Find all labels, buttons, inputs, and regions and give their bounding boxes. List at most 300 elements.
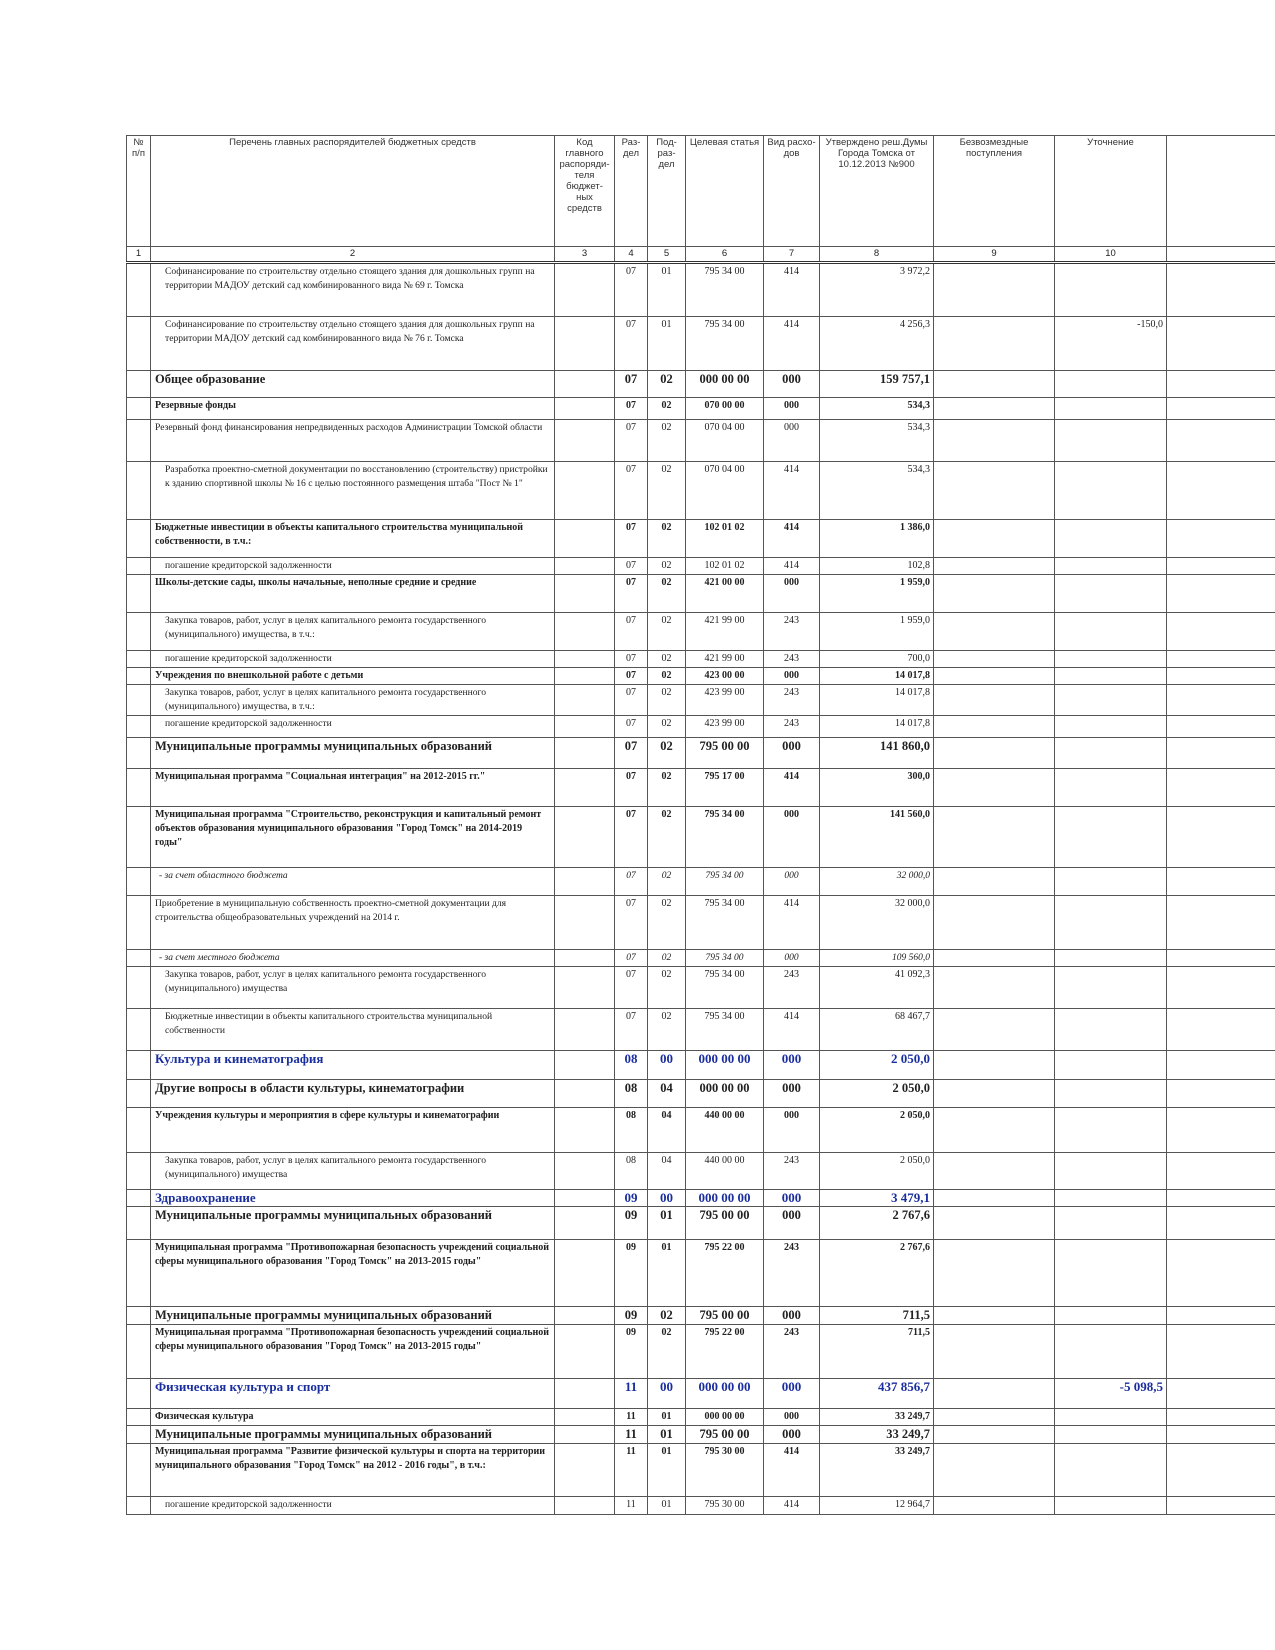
cell-vr: 000 [764, 1108, 820, 1153]
table-row [127, 685, 1275, 716]
cell-podrazdel: 02 [648, 1307, 686, 1325]
cell-clar [1055, 1497, 1167, 1515]
table-row [127, 1009, 1275, 1051]
table-row [127, 1307, 1275, 1325]
cell-code [555, 263, 615, 317]
cell-extra [1167, 868, 1275, 896]
cell-code [555, 738, 615, 769]
header-approved: Утверждено реш.Думы Города Томска от 10.12.2013 №900 [820, 136, 934, 247]
colnum: 1 [127, 247, 151, 263]
cell-name: Приобретение в муниципальную собственность проектно-сметной документации для строительства общеобразовательных учреждений на 2014 г. [151, 896, 555, 950]
cell-extra [1167, 1426, 1275, 1444]
cell-clar [1055, 1426, 1167, 1444]
cell-name: Муниципальная программа "Развитие физической культуры и спорта на территории муниципального образования "Город Томск" на 2012 - 2016 годы", в т.ч.: [151, 1444, 555, 1497]
cell-num [127, 1426, 151, 1444]
header-code: Код главного распоряди- теля бюджет- ных средств [555, 136, 615, 247]
colnum: 3 [555, 247, 615, 263]
cell-approved: 534,3 [820, 420, 934, 462]
cell-cs: 421 00 00 [686, 575, 764, 613]
cell-approved: 33 249,7 [820, 1409, 934, 1426]
cell-code [555, 520, 615, 558]
cell-razdel: 09 [615, 1307, 648, 1325]
cell-vr: 000 [764, 575, 820, 613]
cell-free [934, 807, 1055, 868]
cell-clar [1055, 651, 1167, 668]
cell-razdel: 09 [615, 1207, 648, 1240]
table-body [127, 263, 1275, 1515]
cell-code [555, 1426, 615, 1444]
cell-code [555, 967, 615, 1009]
budget-table [126, 135, 1275, 1515]
cell-extra [1167, 685, 1275, 716]
cell-code [555, 1009, 615, 1051]
cell-clar [1055, 896, 1167, 950]
cell-extra [1167, 398, 1275, 420]
table-row [127, 420, 1275, 462]
cell-podrazdel: 04 [648, 1153, 686, 1190]
cell-clar [1055, 868, 1167, 896]
cell-free [934, 1207, 1055, 1240]
cell-podrazdel: 02 [648, 807, 686, 868]
cell-free [934, 263, 1055, 317]
cell-podrazdel: 02 [648, 420, 686, 462]
cell-cs: 000 00 00 [686, 1051, 764, 1080]
cell-clar [1055, 668, 1167, 685]
cell-num [127, 1409, 151, 1426]
cell-vr: 000 [764, 950, 820, 967]
cell-podrazdel: 02 [648, 371, 686, 398]
cell-extra [1167, 651, 1275, 668]
table-row [127, 1409, 1275, 1426]
cell-code [555, 317, 615, 371]
cell-clar [1055, 398, 1167, 420]
cell-razdel: 09 [615, 1325, 648, 1379]
cell-cs: 795 00 00 [686, 1207, 764, 1240]
cell-code [555, 1240, 615, 1307]
cell-podrazdel: 00 [648, 1190, 686, 1207]
column-numbers-row [127, 247, 1275, 263]
cell-podrazdel: 02 [648, 398, 686, 420]
cell-name: погашение кредиторской задолженности [151, 716, 555, 738]
table-row [127, 263, 1275, 317]
cell-clar [1055, 1444, 1167, 1497]
cell-extra [1167, 1108, 1275, 1153]
cell-approved: 2 050,0 [820, 1080, 934, 1108]
cell-extra [1167, 613, 1275, 651]
colnum: 9 [934, 247, 1055, 263]
cell-clar [1055, 1153, 1167, 1190]
cell-razdel: 07 [615, 738, 648, 769]
cell-code [555, 371, 615, 398]
cell-num [127, 575, 151, 613]
cell-razdel: 11 [615, 1497, 648, 1515]
cell-cs: 070 00 00 [686, 398, 764, 420]
cell-cs: 795 34 00 [686, 807, 764, 868]
cell-code [555, 651, 615, 668]
cell-num [127, 1153, 151, 1190]
cell-vr: 000 [764, 371, 820, 398]
cell-vr: 000 [764, 807, 820, 868]
cell-razdel: 07 [615, 371, 648, 398]
table-row [127, 967, 1275, 1009]
cell-razdel: 07 [615, 769, 648, 807]
cell-num [127, 868, 151, 896]
cell-approved: 68 467,7 [820, 1009, 934, 1051]
table-row [127, 371, 1275, 398]
cell-name: Закупка товаров, работ, услуг в целях капитального ремонта государственного (муниципального) имущества [151, 967, 555, 1009]
colnum: 5 [648, 247, 686, 263]
cell-code [555, 896, 615, 950]
cell-clar [1055, 1190, 1167, 1207]
cell-razdel: 11 [615, 1426, 648, 1444]
cell-vr: 000 [764, 398, 820, 420]
cell-razdel: 07 [615, 896, 648, 950]
cell-razdel: 08 [615, 1108, 648, 1153]
cell-cs: 795 34 00 [686, 950, 764, 967]
cell-free [934, 1051, 1055, 1080]
cell-cs: 102 01 02 [686, 558, 764, 575]
cell-clar [1055, 575, 1167, 613]
cell-razdel: 07 [615, 716, 648, 738]
cell-cs: 000 00 00 [686, 1190, 764, 1207]
cell-name: Учреждения по внешкольной работе с детьми [151, 668, 555, 685]
table-row [127, 1325, 1275, 1379]
header-clarify: Уточнение [1055, 136, 1167, 247]
cell-extra [1167, 520, 1275, 558]
cell-free [934, 716, 1055, 738]
cell-clar [1055, 1240, 1167, 1307]
cell-name: Культура и кинематография [151, 1051, 555, 1080]
cell-name: Бюджетные инвестиции в объекты капитального строительства муниципальной собственности [151, 1009, 555, 1051]
cell-num [127, 371, 151, 398]
cell-clar [1055, 1009, 1167, 1051]
cell-code [555, 1307, 615, 1325]
cell-num [127, 1080, 151, 1108]
table-row [127, 1051, 1275, 1080]
cell-free [934, 1190, 1055, 1207]
cell-extra [1167, 1240, 1275, 1307]
cell-extra [1167, 1379, 1275, 1409]
cell-num [127, 1307, 151, 1325]
cell-podrazdel: 02 [648, 520, 686, 558]
cell-cs: 000 00 00 [686, 371, 764, 398]
cell-razdel: 07 [615, 1009, 648, 1051]
cell-podrazdel: 01 [648, 1409, 686, 1426]
cell-cs: 000 00 00 [686, 1409, 764, 1426]
cell-num [127, 1497, 151, 1515]
cell-num [127, 462, 151, 520]
cell-extra [1167, 371, 1275, 398]
cell-free [934, 1426, 1055, 1444]
cell-name: Резервный фонд финансирования непредвиденных расходов Администрации Томской области [151, 420, 555, 462]
cell-cs: 795 34 00 [686, 317, 764, 371]
cell-extra [1167, 1444, 1275, 1497]
cell-approved: 14 017,8 [820, 716, 934, 738]
cell-code [555, 1108, 615, 1153]
cell-razdel: 07 [615, 520, 648, 558]
colnum: 8 [820, 247, 934, 263]
cell-cs: 795 00 00 [686, 738, 764, 769]
cell-num [127, 896, 151, 950]
cell-num [127, 613, 151, 651]
cell-clar [1055, 738, 1167, 769]
cell-clar [1055, 1307, 1167, 1325]
cell-cs: 421 99 00 [686, 613, 764, 651]
cell-code [555, 668, 615, 685]
cell-num [127, 950, 151, 967]
cell-free [934, 1409, 1055, 1426]
cell-cs: 795 34 00 [686, 263, 764, 317]
cell-vr: 000 [764, 1379, 820, 1409]
cell-razdel: 08 [615, 1080, 648, 1108]
header-row [127, 136, 1275, 247]
colnum: 6 [686, 247, 764, 263]
cell-podrazdel: 02 [648, 558, 686, 575]
cell-approved: 1 386,0 [820, 520, 934, 558]
table-row [127, 520, 1275, 558]
cell-approved: 4 256,3 [820, 317, 934, 371]
cell-podrazdel: 02 [648, 613, 686, 651]
cell-code [555, 462, 615, 520]
table-row [127, 575, 1275, 613]
cell-cs: 423 99 00 [686, 716, 764, 738]
cell-name: - за счет местного бюджета [151, 950, 555, 967]
cell-vr: 000 [764, 1190, 820, 1207]
table-row [127, 716, 1275, 738]
cell-podrazdel: 02 [648, 950, 686, 967]
cell-clar [1055, 1207, 1167, 1240]
cell-razdel: 07 [615, 807, 648, 868]
header-extra [1167, 136, 1275, 247]
cell-vr: 000 [764, 1051, 820, 1080]
cell-vr: 000 [764, 1080, 820, 1108]
cell-approved: 1 959,0 [820, 575, 934, 613]
cell-clar [1055, 558, 1167, 575]
cell-free [934, 520, 1055, 558]
cell-approved: 2 050,0 [820, 1108, 934, 1153]
table-row [127, 317, 1275, 371]
cell-extra [1167, 420, 1275, 462]
cell-approved: 102,8 [820, 558, 934, 575]
cell-approved: 711,5 [820, 1325, 934, 1379]
cell-razdel: 07 [615, 868, 648, 896]
cell-free [934, 1497, 1055, 1515]
cell-free [934, 1009, 1055, 1051]
table-row [127, 1108, 1275, 1153]
table-row [127, 950, 1275, 967]
cell-podrazdel: 02 [648, 738, 686, 769]
cell-extra [1167, 967, 1275, 1009]
header-free: Безвозмездные поступления [934, 136, 1055, 247]
cell-clar [1055, 371, 1167, 398]
cell-free [934, 1444, 1055, 1497]
cell-extra [1167, 896, 1275, 950]
cell-cs: 795 00 00 [686, 1426, 764, 1444]
table-row [127, 613, 1275, 651]
cell-extra [1167, 1307, 1275, 1325]
cell-extra [1167, 738, 1275, 769]
cell-clar [1055, 263, 1167, 317]
cell-razdel: 11 [615, 1444, 648, 1497]
cell-vr: 243 [764, 685, 820, 716]
cell-name: Муниципальная программа "Строительство, реконструкция и капитальный ремонт объектов образования муниципального образования "Город Томск" на 2014-2019 годы" [151, 807, 555, 868]
cell-num [127, 769, 151, 807]
table-row [127, 1190, 1275, 1207]
cell-name: - за счет областного бюджета [151, 868, 555, 896]
cell-podrazdel: 01 [648, 1207, 686, 1240]
cell-approved: 2 767,6 [820, 1207, 934, 1240]
cell-code [555, 1051, 615, 1080]
cell-name: Учреждения культуры и мероприятия в сфере культуры и кинематографии [151, 1108, 555, 1153]
cell-cs: 000 00 00 [686, 1379, 764, 1409]
cell-code [555, 769, 615, 807]
cell-approved: 14 017,8 [820, 668, 934, 685]
cell-code [555, 716, 615, 738]
cell-vr: 000 [764, 868, 820, 896]
cell-razdel: 08 [615, 1051, 648, 1080]
cell-podrazdel: 01 [648, 1240, 686, 1307]
table-row [127, 1240, 1275, 1307]
cell-cs: 795 30 00 [686, 1444, 764, 1497]
cell-approved: 159 757,1 [820, 371, 934, 398]
cell-vr: 414 [764, 520, 820, 558]
cell-vr: 414 [764, 263, 820, 317]
cell-extra [1167, 950, 1275, 967]
cell-name: Физическая культура [151, 1409, 555, 1426]
cell-approved: 2 050,0 [820, 1153, 934, 1190]
cell-podrazdel: 02 [648, 1009, 686, 1051]
cell-extra [1167, 668, 1275, 685]
colnum: 4 [615, 247, 648, 263]
cell-approved: 1 959,0 [820, 613, 934, 651]
cell-approved: 14 017,8 [820, 685, 934, 716]
cell-clar [1055, 1325, 1167, 1379]
cell-clar [1055, 716, 1167, 738]
table-row [127, 1207, 1275, 1240]
cell-num [127, 1240, 151, 1307]
table-row [127, 651, 1275, 668]
cell-vr: 414 [764, 462, 820, 520]
cell-vr: 000 [764, 738, 820, 769]
table-row [127, 558, 1275, 575]
cell-cs: 102 01 02 [686, 520, 764, 558]
cell-approved: 141 560,0 [820, 807, 934, 868]
cell-extra [1167, 769, 1275, 807]
cell-cs: 423 00 00 [686, 668, 764, 685]
cell-name: Разработка проектно-сметной документации по восстановлению (строительству) пристройки к зданию спортивной школы № 16 с целью постоянного размещения штаба "Пост № 1" [151, 462, 555, 520]
cell-clar: -5 098,5 [1055, 1379, 1167, 1409]
cell-approved: 3 479,1 [820, 1190, 934, 1207]
table-row [127, 738, 1275, 769]
cell-name: Муниципальные программы муниципальных образований [151, 738, 555, 769]
cell-podrazdel: 01 [648, 1426, 686, 1444]
cell-free [934, 1080, 1055, 1108]
cell-code [555, 575, 615, 613]
cell-razdel: 09 [615, 1240, 648, 1307]
cell-code [555, 1497, 615, 1515]
cell-razdel: 07 [615, 263, 648, 317]
table-row [127, 1444, 1275, 1497]
cell-free [934, 950, 1055, 967]
cell-num [127, 1207, 151, 1240]
cell-name: Муниципальная программа "Противопожарная безопасность учреждений социальной сферы муниципального образования "Город Томск" на 2013-2015 годы" [151, 1325, 555, 1379]
table-row [127, 1080, 1275, 1108]
cell-clar [1055, 1409, 1167, 1426]
cell-vr: 414 [764, 317, 820, 371]
cell-clar [1055, 685, 1167, 716]
cell-num [127, 738, 151, 769]
cell-vr: 243 [764, 716, 820, 738]
cell-num [127, 1009, 151, 1051]
table-row [127, 868, 1275, 896]
cell-num [127, 668, 151, 685]
cell-podrazdel: 02 [648, 967, 686, 1009]
cell-code [555, 1379, 615, 1409]
cell-vr: 414 [764, 896, 820, 950]
cell-num [127, 520, 151, 558]
cell-extra [1167, 1051, 1275, 1080]
cell-name: Бюджетные инвестиции в объекты капитального строительства муниципальной собственности, в т.ч.: [151, 520, 555, 558]
cell-num [127, 317, 151, 371]
cell-podrazdel: 02 [648, 1325, 686, 1379]
cell-vr: 414 [764, 1497, 820, 1515]
cell-code [555, 868, 615, 896]
cell-vr: 414 [764, 1009, 820, 1051]
cell-code [555, 1325, 615, 1379]
cell-vr: 243 [764, 1240, 820, 1307]
colnum: 7 [764, 247, 820, 263]
cell-approved: 700,0 [820, 651, 934, 668]
cell-name: Муниципальная программа "Противопожарная безопасность учреждений социальной сферы муниципального образования "Город Томск" на 2013-2015 годы" [151, 1240, 555, 1307]
cell-razdel: 07 [615, 462, 648, 520]
cell-approved: 33 249,7 [820, 1444, 934, 1497]
cell-vr: 243 [764, 967, 820, 1009]
cell-name: Закупка товаров, работ, услуг в целях капитального ремонта государственного (муниципального) имущества [151, 1153, 555, 1190]
cell-vr: 000 [764, 420, 820, 462]
cell-code [555, 950, 615, 967]
cell-free [934, 1379, 1055, 1409]
table-row [127, 1379, 1275, 1409]
cell-podrazdel: 02 [648, 868, 686, 896]
cell-razdel: 07 [615, 613, 648, 651]
colnum: 10 [1055, 247, 1167, 263]
cell-free [934, 668, 1055, 685]
cell-cs: 070 04 00 [686, 420, 764, 462]
cell-name: Муниципальная программа "Социальная интеграция" на 2012-2015 гг." [151, 769, 555, 807]
cell-num [127, 1108, 151, 1153]
colnum: 2 [151, 247, 555, 263]
cell-razdel: 07 [615, 651, 648, 668]
cell-extra [1167, 462, 1275, 520]
cell-name: Закупка товаров, работ, услуг в целях капитального ремонта государственного (муниципального) имущества, в т.ч.: [151, 685, 555, 716]
cell-approved: 141 860,0 [820, 738, 934, 769]
cell-clar [1055, 769, 1167, 807]
cell-code [555, 420, 615, 462]
cell-name: погашение кредиторской задолженности [151, 651, 555, 668]
cell-cs: 795 34 00 [686, 967, 764, 1009]
cell-approved: 2 050,0 [820, 1051, 934, 1080]
cell-free [934, 967, 1055, 1009]
cell-vr: 414 [764, 558, 820, 575]
cell-approved: 33 249,7 [820, 1426, 934, 1444]
header-exptype: Вид расхо- дов [764, 136, 820, 247]
cell-name: Муниципальные программы муниципальных образований [151, 1207, 555, 1240]
budget-table-sheet [126, 135, 1275, 1650]
cell-code [555, 1190, 615, 1207]
cell-vr: 000 [764, 1426, 820, 1444]
cell-extra [1167, 1153, 1275, 1190]
cell-free [934, 575, 1055, 613]
